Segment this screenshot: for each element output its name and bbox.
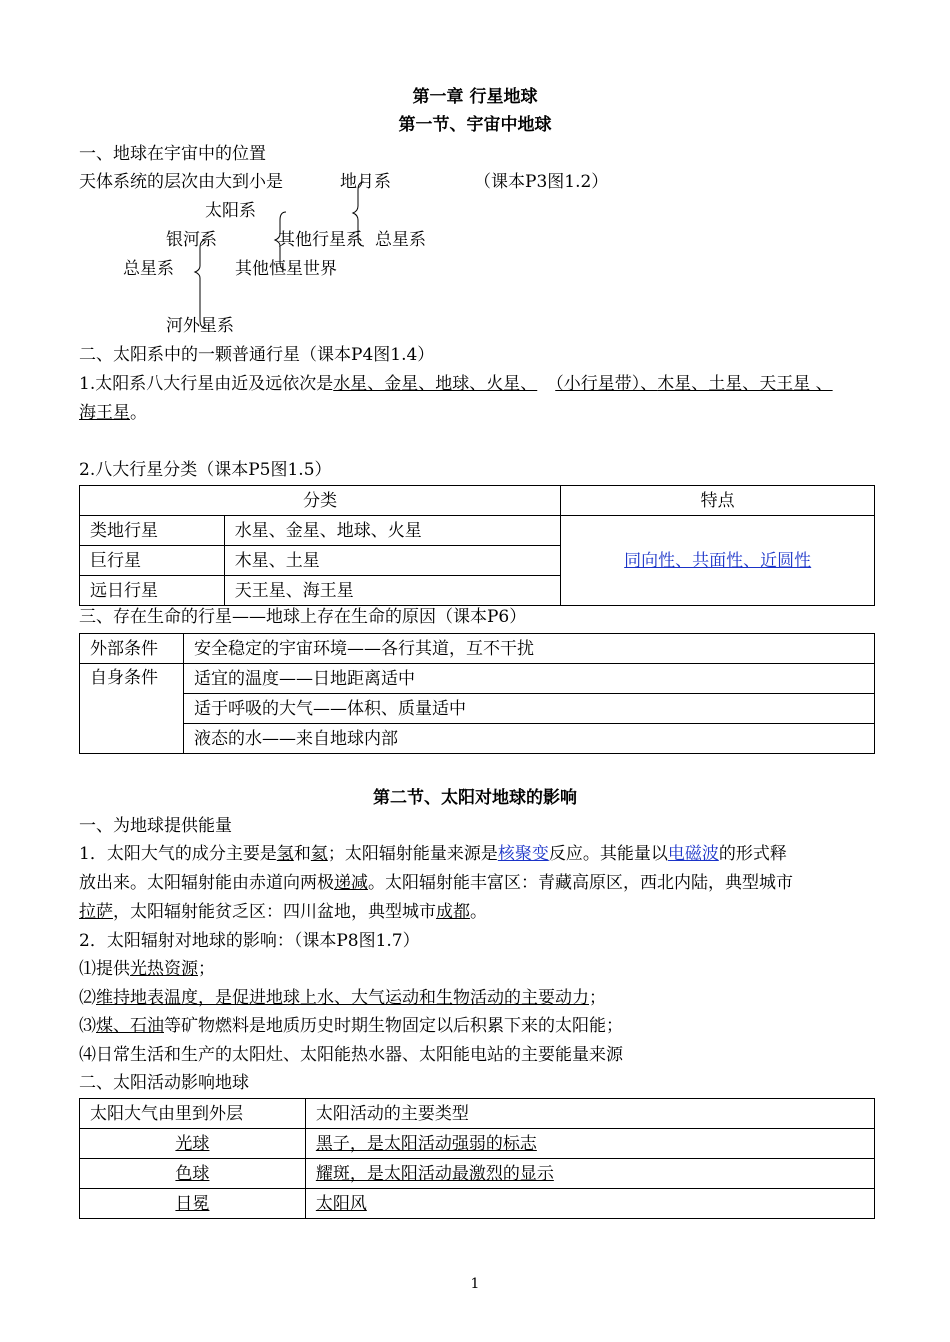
coal-oil: 煤、石油 xyxy=(96,1016,164,1036)
type-giant: 巨行星 xyxy=(80,546,225,576)
table-row xyxy=(80,664,875,694)
planets-order-line1 xyxy=(79,372,833,396)
header-activity-type: 太阳活动的主要类型 xyxy=(305,1099,874,1129)
para-text: ；太阳辐射能量来源是 xyxy=(327,844,498,864)
diagram-other-star-worlds: 其他恒星世界 xyxy=(235,259,337,279)
page-number: 1 xyxy=(470,1276,480,1292)
diagram-solar-system: 太阳系 xyxy=(205,201,256,221)
impact-item-2 xyxy=(79,986,606,1010)
external-desc: 安全稳定的宇宙环境——各行其道，互不干扰 xyxy=(183,634,874,664)
planets-outer: 木星、土星、天王星 、 xyxy=(657,374,833,394)
energy-para-line1 xyxy=(79,842,787,866)
type-flare: 耀斑，是太阳活动最激烈的显示 xyxy=(315,1163,554,1184)
internal-temperature: 适宜的温度——日地距离适中 xyxy=(183,664,874,694)
life-conditions-table xyxy=(79,633,875,754)
hierarchy-ref: （课本P3图1.2） xyxy=(474,172,609,192)
layer-chromosphere: 色球 xyxy=(175,1163,210,1184)
layer-cell xyxy=(80,1189,306,1219)
header-layer: 太阳大气由里到外层 xyxy=(80,1099,306,1129)
feature-link[interactable]: 同向性、共面性、近圆性 xyxy=(624,550,812,571)
members-terrestrial: 水星、金星、地球、火星 xyxy=(224,516,561,546)
para-text: 和 xyxy=(293,844,311,864)
radiation-impact-heading: 2．太阳辐射对地球的影响：（课本P8图1.7） xyxy=(79,931,420,951)
light-heat-resource: 光热资源 xyxy=(130,959,198,979)
planet-neptune: 海王星 xyxy=(79,403,130,423)
planet-classification-table xyxy=(79,485,875,606)
planets-end: 。 xyxy=(130,403,147,423)
type-cell xyxy=(305,1189,874,1219)
table-row xyxy=(80,1129,875,1159)
asteroid-belt: （小行星带）、 xyxy=(555,374,658,394)
type-cell xyxy=(305,1129,874,1159)
heading-life-conditions: 三、存在生命的行星——地球上存在生命的原因（课本P6） xyxy=(79,607,527,627)
impact-item-1 xyxy=(79,957,215,981)
layer-cell xyxy=(80,1129,306,1159)
table-row xyxy=(80,1099,875,1129)
internal-water: 液态的水——来自地球内部 xyxy=(183,724,874,754)
heading-energy: 一、为地球提供能量 xyxy=(79,816,232,836)
item-number: ⑵ xyxy=(79,988,96,1008)
energy-para-line3 xyxy=(79,900,487,924)
brace-earth-moon xyxy=(353,182,364,246)
diagram-universe-label: 总星系 xyxy=(375,230,426,250)
heading-position: 一、地球在宇宙中的位置 xyxy=(79,144,266,164)
para-text: 。 xyxy=(470,902,487,922)
members-ice-giant: 天王星、海王星 xyxy=(224,576,561,606)
layer-photosphere: 光球 xyxy=(175,1133,210,1154)
diagram-earth-moon: 地月系 xyxy=(340,172,391,192)
section1-title: 第一节、宇宙中地球 xyxy=(398,115,552,135)
para-text: ，太阳辐射能贫乏区：四川盆地，典型城市 xyxy=(113,902,436,922)
item-text: 维持地表温度，是促进地球上水、大气运动和生物活动的主要动力 xyxy=(96,988,589,1008)
item-text: ； xyxy=(198,959,215,979)
solar-activity-table xyxy=(79,1098,875,1219)
para-text: 反应。其能量以 xyxy=(548,844,668,864)
hierarchy-intro: 天体系统的层次由大到小是 xyxy=(79,172,283,192)
em-wave-link[interactable]: 电磁波 xyxy=(667,844,719,864)
item-text: 日常生活和生产的太阳灶、太阳能热水器、太阳能电站的主要能量来源 xyxy=(96,1045,623,1065)
layer-corona: 日冕 xyxy=(175,1193,210,1214)
internal-condition: 自身条件 xyxy=(80,664,184,754)
para-text: 。太阳辐射能丰富区：青藏高原区，西北内陆，典型城市 xyxy=(368,873,793,893)
element-helium: 氦 xyxy=(310,844,328,864)
element-hydrogen: 氢 xyxy=(276,844,294,864)
planets-inner: 水星、金星、地球、火星、 xyxy=(333,374,538,394)
heading-solar-planet: 二、太阳系中的一颗普通行星（课本P4图1.4） xyxy=(79,345,435,365)
chapter-title: 第一章 行星地球 xyxy=(412,87,538,107)
members-giant: 木星、土星 xyxy=(224,546,561,576)
planets-lead: 1.太阳系八大行星由近及远依次是 xyxy=(79,374,334,394)
diagram-milky-way: 银河系 xyxy=(166,230,217,250)
layer-cell xyxy=(80,1159,306,1189)
decrease-term: 递减 xyxy=(334,873,368,893)
diagram-braces xyxy=(0,0,950,360)
item-number: ⑶ xyxy=(79,1016,96,1036)
type-solar-wind: 太阳风 xyxy=(315,1193,367,1214)
city-chengdu: 成都 xyxy=(436,902,470,922)
section2-title: 第二节、太阳对地球的影响 xyxy=(373,788,577,808)
heading-solar-activity: 二、太阳活动影响地球 xyxy=(79,1073,249,1093)
item-number: ⑷ xyxy=(79,1045,96,1065)
city-lhasa: 拉萨 xyxy=(79,902,113,922)
item-text: ； xyxy=(589,988,606,1008)
brace-solar-system xyxy=(275,212,286,270)
item-text: 提供 xyxy=(96,959,130,979)
para-text: 1．太阳大气的成分主要是 xyxy=(79,844,277,864)
para-text: 的形式释 xyxy=(718,844,787,864)
diagram-other-planet-systems: 其他行星系 xyxy=(278,230,363,250)
planet-classification-heading: 2.八大行星分类（课本P5图1.5） xyxy=(79,460,332,480)
diagram-extragalactic: 河外星系 xyxy=(166,316,234,336)
table-row xyxy=(80,694,875,724)
table-row xyxy=(80,1159,875,1189)
type-ice-giant: 远日行星 xyxy=(80,576,225,606)
type-sunspot: 黑子，是太阳活动强弱的标志 xyxy=(315,1133,537,1154)
energy-para-line2 xyxy=(79,871,793,895)
impact-item-4 xyxy=(79,1043,623,1067)
external-condition: 外部条件 xyxy=(80,634,184,664)
table-row xyxy=(80,724,875,754)
table-row xyxy=(80,1189,875,1219)
header-feature: 特点 xyxy=(561,486,875,516)
item-text: 等矿物燃料是地质历史时期生物固定以后积累下来的太阳能； xyxy=(164,1016,623,1036)
header-category: 分类 xyxy=(80,486,561,516)
fusion-link[interactable]: 核聚变 xyxy=(497,844,549,864)
impact-item-3 xyxy=(79,1014,623,1038)
planets-order-line2 xyxy=(79,401,147,425)
brace-milky-way xyxy=(195,240,206,328)
item-number: ⑴ xyxy=(79,959,96,979)
table-row xyxy=(80,486,875,516)
internal-atmosphere: 适于呼吸的大气——体积、质量适中 xyxy=(183,694,874,724)
type-terrestrial: 类地行星 xyxy=(80,516,225,546)
table-row xyxy=(80,634,875,664)
feature-cell xyxy=(561,516,875,606)
para-text: 放出来。太阳辐射能由赤道向两极 xyxy=(79,873,334,893)
table-row xyxy=(80,516,875,546)
diagram-universe: 总星系 xyxy=(123,259,174,279)
type-cell xyxy=(305,1159,874,1189)
